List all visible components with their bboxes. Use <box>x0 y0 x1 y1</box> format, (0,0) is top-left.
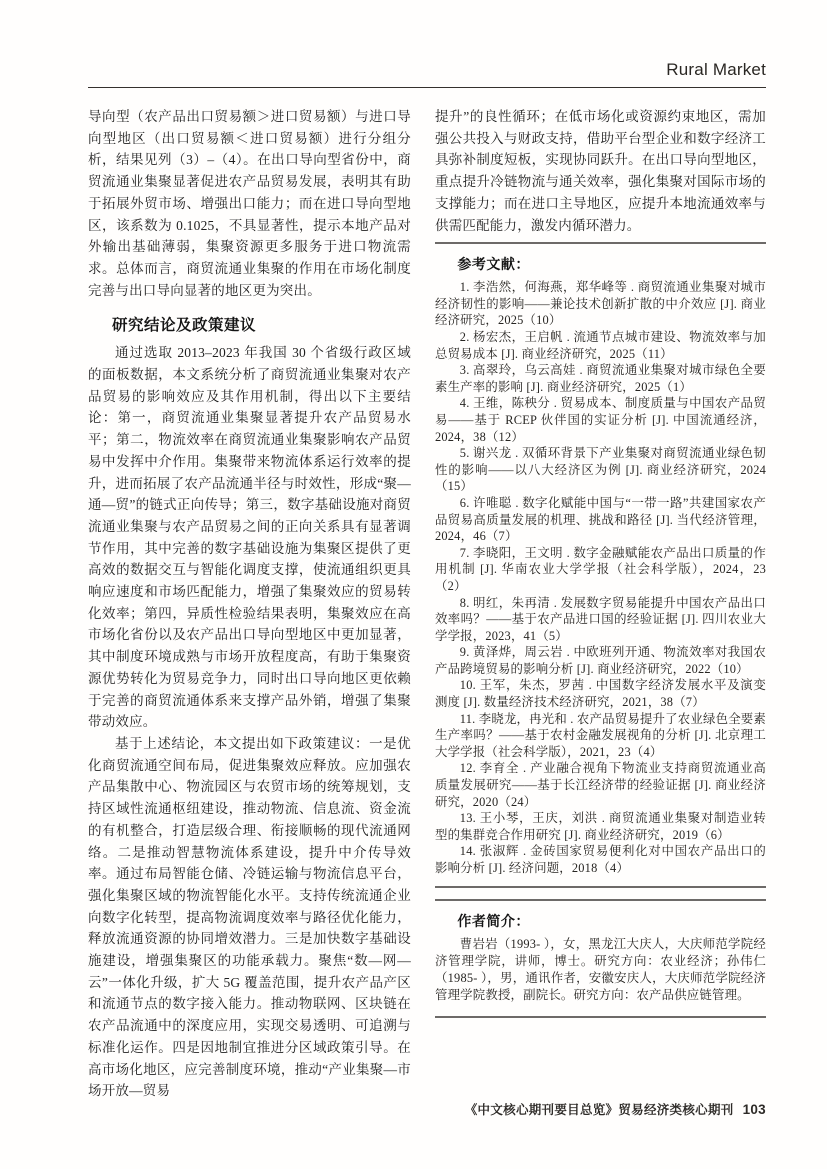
reference-item: 13. 王小琴，王庆，刘洪 . 商贸流通业集聚对制造业转型的集群竞合作用研究 [J]. 商业经济研究，2019（6） <box>435 811 766 842</box>
author-bio: 曹岩岩（1993- ），女，黑龙江大庆人，大庆师范学院经济管理学院，讲师，博士。研究方向：农业经济；孙伟仁（1985- ），男，通讯作者，安徽安庆人，大庆师范学院经济管理学院教授，副院长。研究方向：农产品供应链管理。 <box>435 936 766 1002</box>
conclusion-section-heading: 研究结论及政策建议 <box>112 317 257 335</box>
author-heading: 作者简介： <box>457 912 530 929</box>
reference-item: 3. 高翠玲，乌云高娃 . 商贸流通业集聚对城市绿色全要素生产率的影响 [J]. 商业经济研究，2025（1） <box>435 363 766 394</box>
references-list <box>435 279 766 876</box>
author-bottom-rule <box>435 1016 766 1018</box>
reference-item: 4. 王维，陈秧分 . 贸易成本、制度质量与中国农产品贸易——基于 RCEP 伙伴国的实证分析 [J]. 中国流通经济，2024，38（12） <box>435 396 766 444</box>
header-rule <box>88 87 766 88</box>
policy-paragraph: 基于上述结论，本文提出如下政策建议：一是优化商贸流通空间布局，促进集聚效应释放。应加强农产品集散中心、物流园区与农贸市场的统筹规划，支持区域性流通枢纽建设，推动物流、信息流、资金流的有机整合，打造层级合理、衔接顺畅的现代流通网络。二是推动智慧物流体系建设，提升中介传导效率。通过布局智能仓储、冷链运输与物流信息平台，强化集聚区域的物流智能化水平。支持传统流通企业向数字化转型，提高物流调度效率与路径优化能力，释放流通资源的协同增效潜力。三是加快数字基础设施建设，增强集聚区的功能承载力。聚焦“数—网—云”一体化升级，扩大 5G 覆盖范围，提升农产品产区和流通节点的数字接入能力。推动物联网、区块链在农产品流通中的深度应用，实现交易透明、可追溯与标准化运作。四是因地制宜推进分区域政策引导。在高市场化地区，应完善制度环境，推动“产业集聚—市场开放—贸易 <box>88 735 411 1099</box>
reference-item: 2. 杨宏杰，王启帆 . 流通节点城市建设、物流效率与加总贸易成本 [J]. 商业经济研究，2025（11） <box>435 330 766 361</box>
reference-item: 7. 李晓阳，王文明 . 数字金融赋能农产品出口质量的作用机制 [J]. 华南农业大学学报（社会科学版），2024，23（2） <box>435 545 766 593</box>
page-footer <box>465 1100 766 1118</box>
conclusion-paragraph: 通过选取 2013–2023 年我国 30 个省级行政区域的面板数据，本文系统分析了商贸流通业集聚对农产品贸易的影响效应及其作用机制，得出以下主要结论：第一，商贸流通业集聚显著提升农产品贸易水平；第二，物流效率在商贸流通业集聚影响农产品贸易中发挥中介作用。集聚带来物流体系运行效率的提升，进而拓展了农产品流通半径与时效性，形成“聚—通—贸”的链式正向传导；第三，数字基础设施对商贸流通业集聚与农产品贸易之间的正向关系具有显著调节作用，其中完善的数字基础设施为集聚区提供了更高效的数据交互与智能化调度支撑，使流通组织更具响应速度和市场匹配能力，增强了集聚效应的贸易转化效率；第四，异质性检验结果表明，集聚效应在高市场化省份以及农产品出口导向型地区中更加显著，其中制度环境成熟与市场开放程度高，有助于集聚资源优势转化为贸易竞争力，同时出口导向地区更依赖于完善的商贸流通体系来支撑产品外销，增强了集聚带动效应。 <box>88 345 411 730</box>
reference-item: 5. 谢兴龙 . 双循环背景下产业集聚对商贸流通业绿色韧性的影响——以八大经济区为例 [J]. 商业经济研究，2024（15） <box>435 446 766 494</box>
reference-item: 6. 许唯聪 . 数字化赋能中国与“一带一路”共建国家农产品贸易高质量发展的机理、挑战和路径 [J]. 当代经济管理，2024，46（7） <box>435 495 766 544</box>
page-number: 103 <box>742 1102 766 1117</box>
reference-item: 12. 李育全 . 产业融合视角下物流业支持商贸流通业高质量发展研究——基于长江经济带的经验证据 [J]. 商业经济研究，2020（24） <box>435 761 766 809</box>
reference-item: 8. 明红，朱再清 . 发展数字贸易能提升中国农产品出口效率吗？——基于农产品进口国的经验证据 [J]. 四川农业大学学报，2023，41（5） <box>435 595 766 643</box>
author-top-rule <box>435 899 766 901</box>
reference-item: 1. 李浩然，何海燕，郑华峰等 . 商贸流通业集聚对城市经济韧性的影响——兼论技术创新扩散的中介效应 [J]. 商业经济研究，2025（10） <box>435 280 766 328</box>
reference-item: 9. 黄泽烨，周云岩 . 中欧班列开通、物流效率对我国农产品跨境贸易的影响分析 [J]. 商业经济研究，2022（10） <box>435 645 766 676</box>
reference-item: 10. 王军，朱杰，罗茜 . 中国数字经济发展水平及演变测度 [J]. 数量经济技术经济研究，2021，38（7） <box>435 678 766 710</box>
left-column <box>88 106 411 1102</box>
references-top-rule <box>435 242 766 244</box>
continued-paragraph: 导向型（农产品出口贸易额＞进口贸易额）与进口导向型地区（出口贸易额＜进口贸易额）进行分组分析，结果见列（3）–（4）。在出口导向型省份中，商贸流通业集聚显著促进农产品贸易发展，表明其有助于拓展外贸市场、增强出口能力；而在进口导向型地区，该系数为 0.1025，不具显著性，提示本地产品对外输出基础薄弱，集聚资源更多服务于进口物流需求。总体而言，商贸流通业集聚的作用在市场化制度完善与出口导向显著的地区更为突出。 <box>88 109 411 298</box>
continued-paragraph-right: 提升”的良性循环；在低市场化或资源约束地区，需加强公共投入与财政支持，借助平台型企业和数字经济工具弥补制度短板，实现协同跃升。在出口导向型地区，重点提升冷链物流与通关效率，强化集聚对国际市场的支撑能力；而在进口主导地区，应提升本地流通效率与供需匹配能力，激发内循环潜力。 <box>435 109 766 233</box>
references-bottom-rule <box>435 886 766 888</box>
reference-item: 14. 张淑辉 . 金砖国家贸易便利化对中国农产品出口的影响分析 [J]. 经济问题，2018（4） <box>435 844 766 875</box>
running-head: Rural Market <box>666 60 766 79</box>
reference-item: 11. 李晓龙，冉光和 . 农产品贸易提升了农业绿色全要素生产率吗？——基于农村金融发展视角的分析 [J]. 北京理工大学学报（社会科学版），2021，23（4） <box>435 711 766 759</box>
references-heading: 参考文献： <box>457 256 530 273</box>
journal-note: 《中文核心期刊要目总览》贸易经济类核心期刊 <box>464 1103 734 1117</box>
right-column <box>435 106 766 1018</box>
